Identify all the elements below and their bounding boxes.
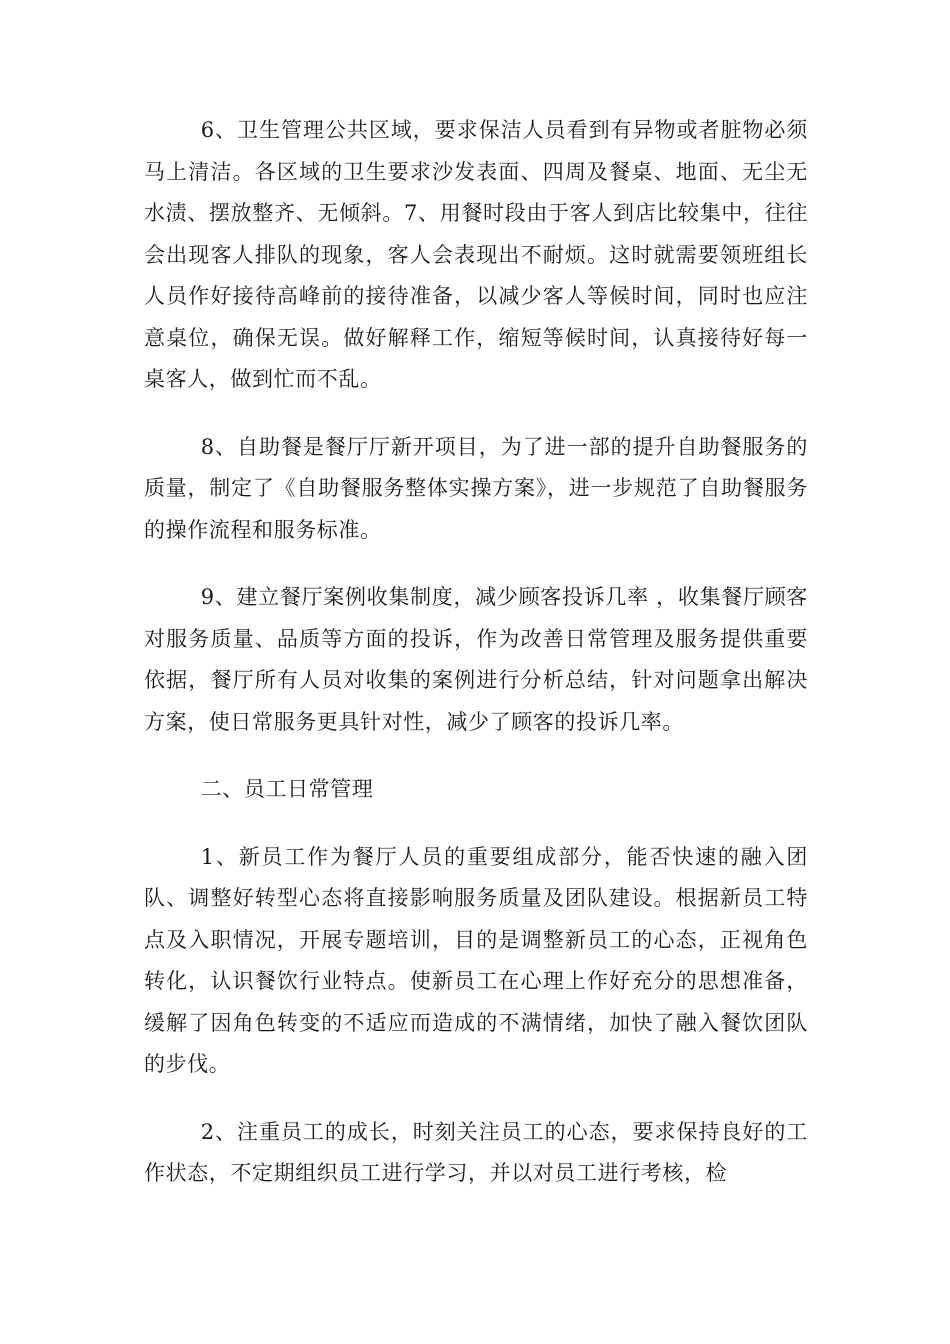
paragraph-staff-2: 2、注重员工的成长，时刻关注员工的心态，要求保持良好的工作状态，不定期组织员工进行学习，并以对员工进行考核，检 [144,1119,808,1185]
section-heading: 二、员工日常管理 [200,777,374,801]
document-body [144,110,808,1221]
paragraph-item-9: 9、建立餐厅案例收集制度，减少顾客投诉几率 ，收集餐厅顾客对服务质量、品质等方面的投诉，作为改善日常管理及服务提供重要依据，餐厅所有人员对收集的案例进行分析总结，针对问题拿出解决方案，使日常服务更具针对性，减少了顾客的投诉几率。 [144,585,808,734]
paragraph-item-6-7: 6、卫生管理公共区域，要求保洁人员看到有异物或者脏物必须马上清洁。各区域的卫生要求沙发表面、四周及餐桌、地面、无尘无水渍、摆放整齐、无倾斜。7、用餐时段由于客人到店比较集中，往往会出现客人排队的现象，客人会表现出不耐烦。这时就需要领班组长人员作好接待高峰前的接待准备，以减少客人等候时间，同时也应注意桌位，确保无误。做好解释工作，缩短等候时间，认真接待好每一桌客人，做到忙而不乱。 [144,118,808,391]
paragraph-staff-1: 1、新员工作为餐厅人员的重要组成部分，能否快速的融入团队、调整好转型心态将直接影响服务质量及团队建设。根据新员工特点及入职情况，开展专题培训，目的是调整新员工的心态，正视角色转化，认识餐饮行业特点。使新员工在心理上作好充分的思想准备，缓解了因角色转变的不适应而造成的不满情绪，加快了融入餐饮团队的步伐。 [144,844,808,1076]
paragraph-item-8: 8、自助餐是餐厅厅新开项目，为了进一部的提升自助餐服务的质量，制定了《自助餐服务整体实操方案》，进一步规范了自助餐服务的操作流程和服务标准。 [144,434,808,542]
